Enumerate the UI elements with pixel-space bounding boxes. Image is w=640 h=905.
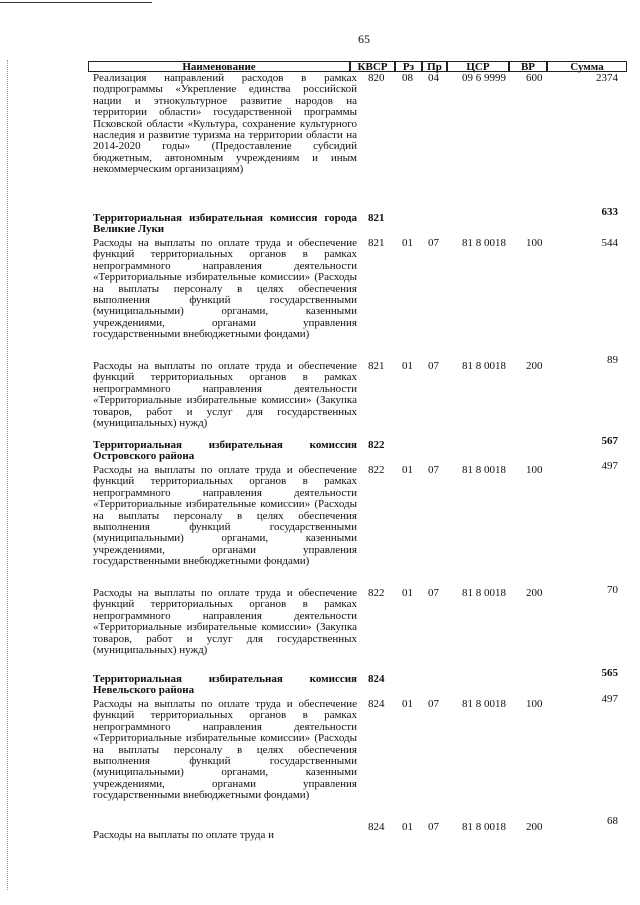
row-vr: 100 — [526, 698, 543, 710]
row-sum: 68 — [607, 815, 618, 827]
row-pr: 04 — [428, 72, 439, 84]
row-vr: 200 — [526, 360, 543, 372]
row-sum: 70 — [607, 584, 618, 596]
row-rz: 01 — [402, 360, 413, 372]
header-sum: Сумма — [547, 61, 627, 72]
row-name: Расходы на выплаты по оплате труда и обеспечение функций территориальных органов в рамках непрограммного направления деятельности «Территориальные избирательные комиссии» (Расходы на выплаты персоналу в целях обеспечения выполнения функций государственными (муниципальными) органами, казенными учреждениями, органами управления государственными внебюджетными фондами) — [93, 237, 357, 341]
header-csr: ЦСР — [447, 61, 509, 72]
row-csr: 81 8 0018 — [462, 821, 506, 833]
group-name: Территориальная избирательная комиссия города Великие Луки — [93, 212, 357, 236]
page-number: 65 — [358, 32, 370, 46]
row-csr: 81 8 0018 — [462, 587, 506, 599]
row-name: Расходы на выплаты по оплате труда и обеспечение функций территориальных органов в рамках непрограммного направления деятельности «Территориальные избирательные комиссии» (Расходы на выплаты персоналу в целях обеспечения выполнения функций государственными (муниципальными) органами, казенными учреждениями, органами управления государственными внебюджетными фондами) — [93, 464, 357, 568]
row-name: Расходы на выплаты по оплате труда и обеспечение функций территориальных органов в рамках непрограммного направления деятельности «Территориальные избирательные комиссии» (Расходы на выплаты персоналу в целях обеспечения выполнения функций государственными (муниципальными) органами, казенными учреждениями, органами управления государственными внебюджетными фондами) — [93, 698, 357, 802]
group-name: Территориальная избирательная комиссия Невельского района — [93, 673, 357, 697]
row-sum: 544 — [601, 237, 618, 249]
row-rz: 01 — [402, 237, 413, 249]
row-rz: 01 — [402, 821, 413, 833]
row-vr: 200 — [526, 587, 543, 599]
group-kvsr: 821 — [368, 212, 385, 224]
header-vr: ВР — [509, 61, 547, 72]
row-kvsr: 824 — [368, 821, 385, 833]
row-sum: 497 — [601, 693, 618, 705]
row-kvsr: 824 — [368, 698, 385, 710]
row-kvsr: 821 — [368, 237, 385, 249]
group-sum: 565 — [601, 667, 618, 679]
row-vr: 200 — [526, 821, 543, 833]
header-pr: Пр — [422, 61, 447, 72]
header-kvsr: КВСР — [350, 61, 395, 72]
row-kvsr: 821 — [368, 360, 385, 372]
row-kvsr: 822 — [368, 464, 385, 476]
group-kvsr: 822 — [368, 439, 385, 451]
row-pr: 07 — [428, 237, 439, 249]
group-name: Территориальная избирательная комиссия Островского района — [93, 439, 357, 463]
left-margin-marks — [7, 60, 8, 890]
row-pr: 07 — [428, 587, 439, 599]
row-pr: 07 — [428, 360, 439, 372]
row-name: Расходы на выплаты по оплате труда и обеспечение функций территориальных органов в рамках непрограммного направления деятельности «Территориальные избирательные комиссии» (Закупка товаров, работ и услуг для государственных (муниципальных) нужд) — [93, 360, 357, 430]
header-rz: Рз — [395, 61, 422, 72]
row-sum: 89 — [607, 354, 618, 366]
row-vr: 100 — [526, 464, 543, 476]
group-kvsr: 824 — [368, 673, 385, 685]
row-name: Расходы на выплаты по оплате труда и обеспечение функций территориальных органов в рамках непрограммного направления деятельности «Территориальные избирательные комиссии» (Закупка товаров, работ и услуг для государственных (муниципальных) нужд) — [93, 587, 357, 657]
row-csr: 81 8 0018 — [462, 698, 506, 710]
header-name: Наименование — [88, 61, 350, 72]
row-pr: 07 — [428, 698, 439, 710]
row-sum: 2374 — [596, 72, 618, 84]
row-pr: 07 — [428, 821, 439, 833]
row-rz: 01 — [402, 464, 413, 476]
row-csr: 09 6 9999 — [462, 72, 506, 84]
top-rule — [0, 2, 152, 3]
group-sum: 633 — [601, 206, 618, 218]
group-sum: 567 — [601, 435, 618, 447]
row-csr: 81 8 0018 — [462, 360, 506, 372]
row-name: Расходы на выплаты по оплате труда и — [93, 829, 275, 841]
row-kvsr: 820 — [368, 72, 385, 84]
row-pr: 07 — [428, 464, 439, 476]
row-rz: 01 — [402, 698, 413, 710]
row-kvsr: 822 — [368, 587, 385, 599]
row-vr: 100 — [526, 237, 543, 249]
row-csr: 81 8 0018 — [462, 237, 506, 249]
row-vr: 600 — [526, 72, 543, 84]
row-sum: 497 — [601, 460, 618, 472]
row-rz: 01 — [402, 587, 413, 599]
row-rz: 08 — [402, 72, 413, 84]
row-name: Реализация направлений расходов в рамках подпрограммы «Укрепление единства российской нации и этнокультурное развитие народов на территории области» государственной программы Псковской области «Культура, сохранение культурного наследия и развитие туризма на территории области на 2014-2020 годы» (Предоставление субсидий бюджетным, автономным учреждениям и иным некоммерческим организациям) — [93, 72, 357, 176]
row-csr: 81 8 0018 — [462, 464, 506, 476]
